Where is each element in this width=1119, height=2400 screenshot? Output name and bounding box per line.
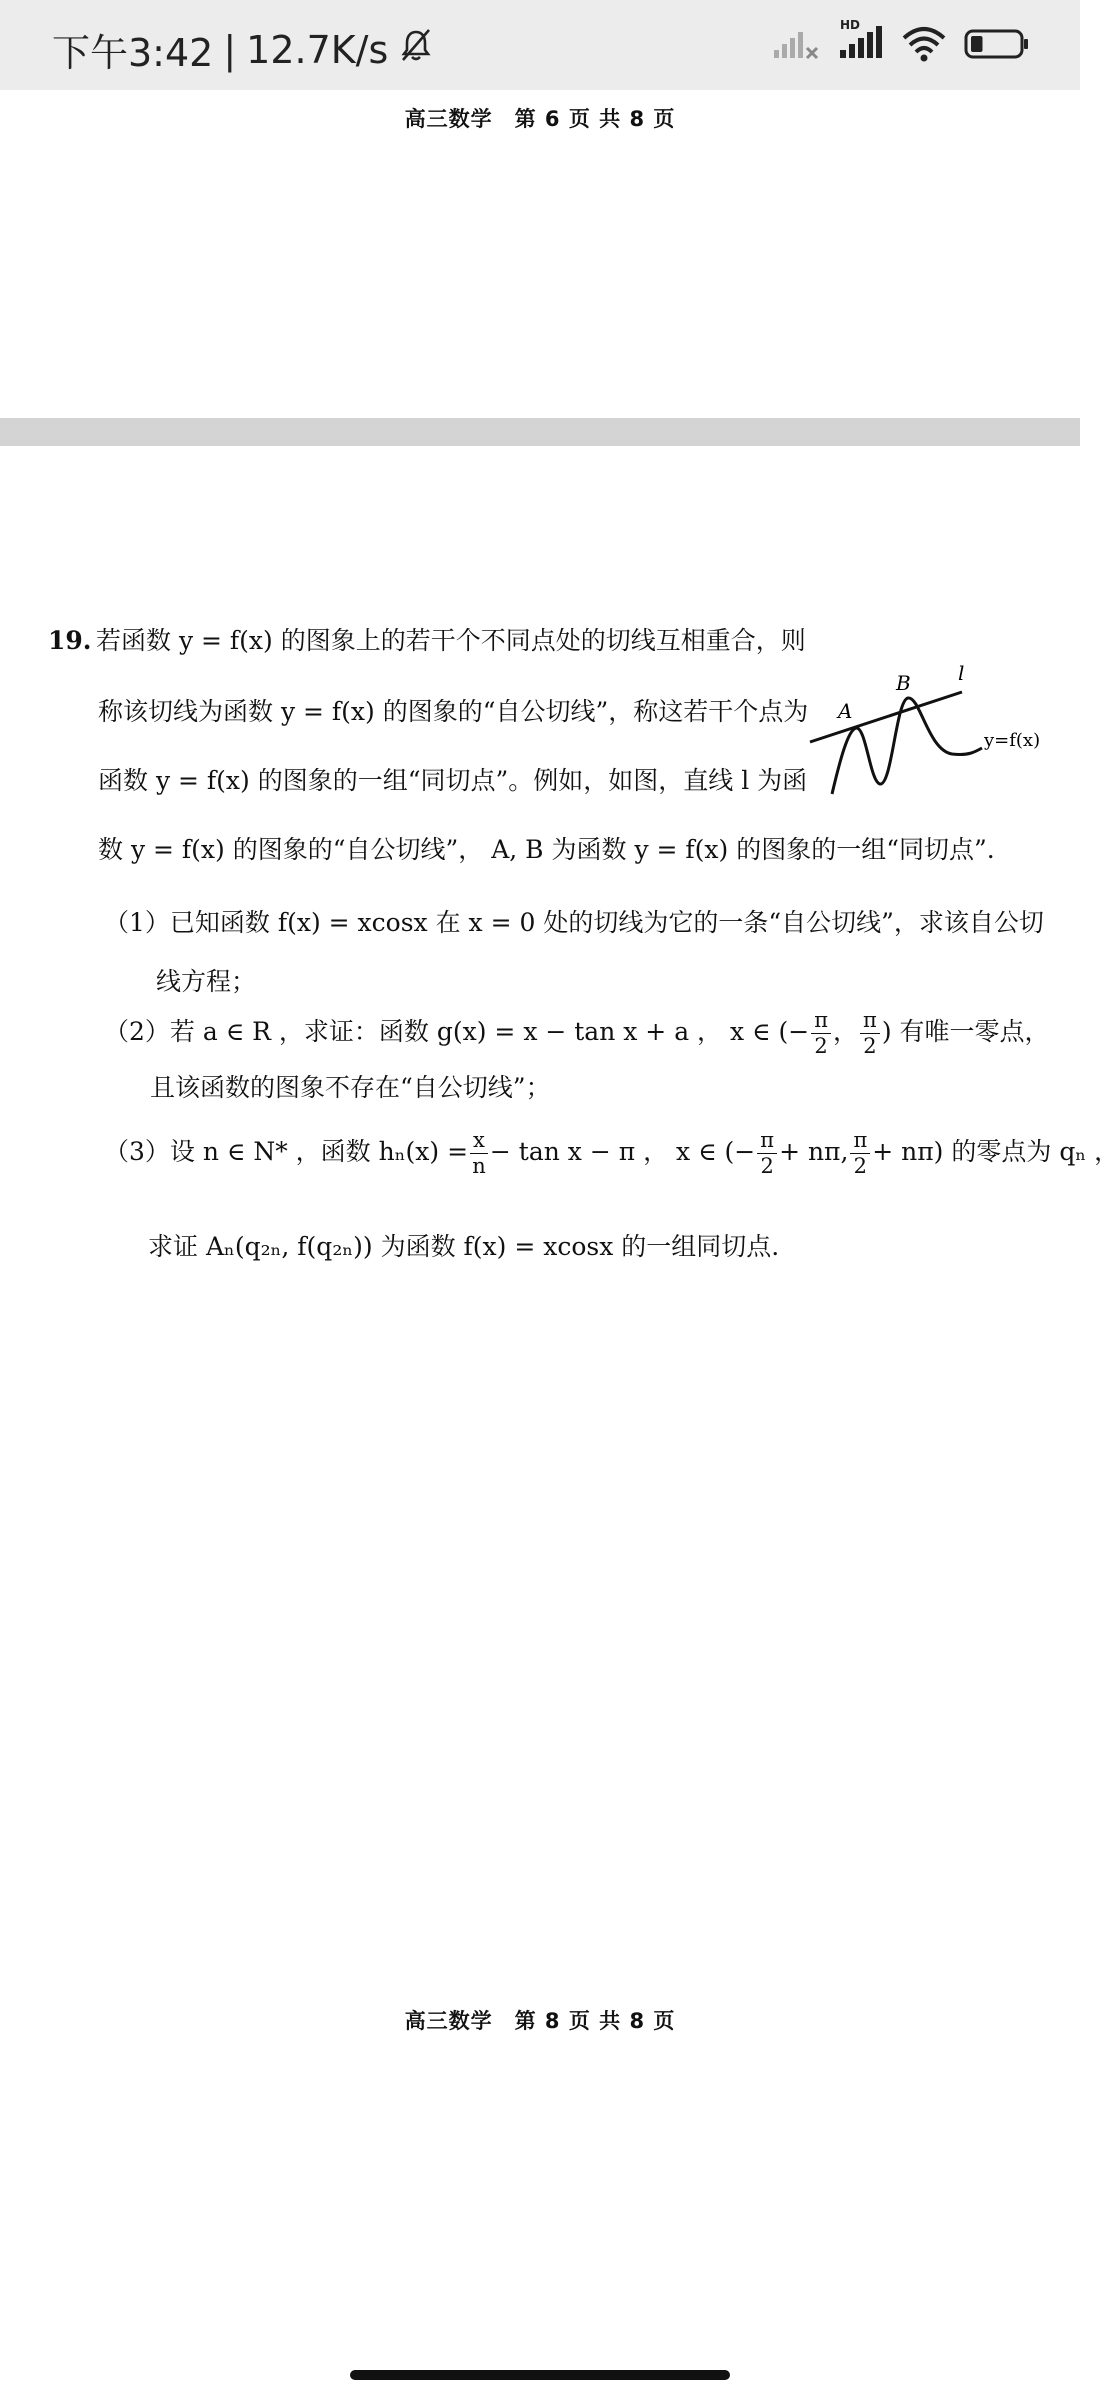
part1-line-1: （1）已知函数 f(x) = xcosx 在 x = 0 处的切线为它的一条“自公切线”，求该自公切 — [104, 908, 1044, 937]
part2-prefix: （2）若 a ∈ R ，求证：函数 g(x) = x − tan x + a ， x ∈ (− — [104, 1017, 810, 1046]
part2-line-1 — [104, 1010, 1050, 1057]
signal-2-icon — [838, 18, 884, 66]
question-intro-line-1: 若函数 y = f(x) 的图象上的若干个不同点处的切线互相重合，则 — [96, 626, 806, 655]
question-intro-line-3: 函数 y = f(x) 的图象的一组“同切点”。例如，如图，直线 l 为函 — [98, 766, 808, 795]
tangent-figure — [800, 660, 1070, 810]
page-divider — [0, 418, 1080, 446]
part2-fraction-2: $\frac{\pi}{2}$ — [860, 1010, 880, 1057]
curve-y-fx — [832, 698, 982, 794]
line-l-label: l — [958, 661, 965, 685]
part3-suffix: + nπ) 的零点为 qₙ ， — [872, 1137, 1119, 1166]
part3-fraction-1: $\frac{\pi}{2}$ — [757, 1130, 777, 1177]
part2-suffix: ) 有唯一零点， — [881, 1017, 1050, 1046]
curve-label: y=f(x) — [984, 730, 1041, 751]
battery-icon — [964, 26, 1030, 66]
part3-prefix: （3）设 n ∈ N* ，函数 hₙ(x) = — [104, 1137, 469, 1166]
status-separator: | — [223, 27, 237, 72]
part2-line-2: 且该函数的图象不存在“自公切线”； — [150, 1073, 551, 1102]
tangent-line-l — [810, 692, 962, 742]
part1-line-2: 线方程； — [156, 967, 257, 996]
part3-mid: − tan x − π ， x ∈ (− — [489, 1137, 756, 1166]
part3-mid2: + nπ, — [779, 1137, 849, 1166]
home-indicator[interactable] — [350, 2370, 730, 2380]
status-right — [772, 18, 1030, 66]
signal-1-icon — [772, 26, 820, 66]
page-footer-top: 高三数学 第 6 页 共 8 页 — [404, 107, 676, 131]
question-number: 19. — [48, 626, 92, 655]
part2-fraction-1: $\frac{\pi}{2}$ — [811, 1010, 831, 1057]
status-bar — [0, 0, 1080, 90]
part3-fraction-2: $\frac{\pi}{2}$ — [850, 1130, 870, 1177]
part3-fraction-x-n: $\frac{x}{n}$ — [470, 1130, 488, 1177]
question-intro-line-4: 数 y = f(x) 的图象的“自公切线”， A, B 为函数 y = f(x) 的图象的一组“同切点”. — [98, 835, 995, 864]
status-left — [52, 22, 434, 77]
part3-line-2: 求证 Aₙ(q₂ₙ, f(q₂ₙ)) 为函数 f(x) = xcosx 的一组同切点. — [148, 1232, 780, 1261]
hd-label: HD — [840, 18, 861, 32]
mute-bell-icon — [398, 27, 434, 72]
network-speed: 12.7K/s — [246, 27, 389, 72]
page-footer-bottom: 高三数学 第 8 页 共 8 页 — [404, 2009, 676, 2033]
part3-line-1 — [104, 1130, 1119, 1177]
point-b-label: B — [896, 671, 911, 695]
wifi-icon — [902, 26, 946, 66]
status-time: 下午3:42 — [52, 31, 214, 75]
part2-comma: ， — [833, 1017, 859, 1046]
question-intro-line-2: 称该切线为函数 y = f(x) 的图象的“自公切线”，称这若干个点为 — [98, 697, 809, 726]
point-a-label: A — [838, 699, 853, 723]
